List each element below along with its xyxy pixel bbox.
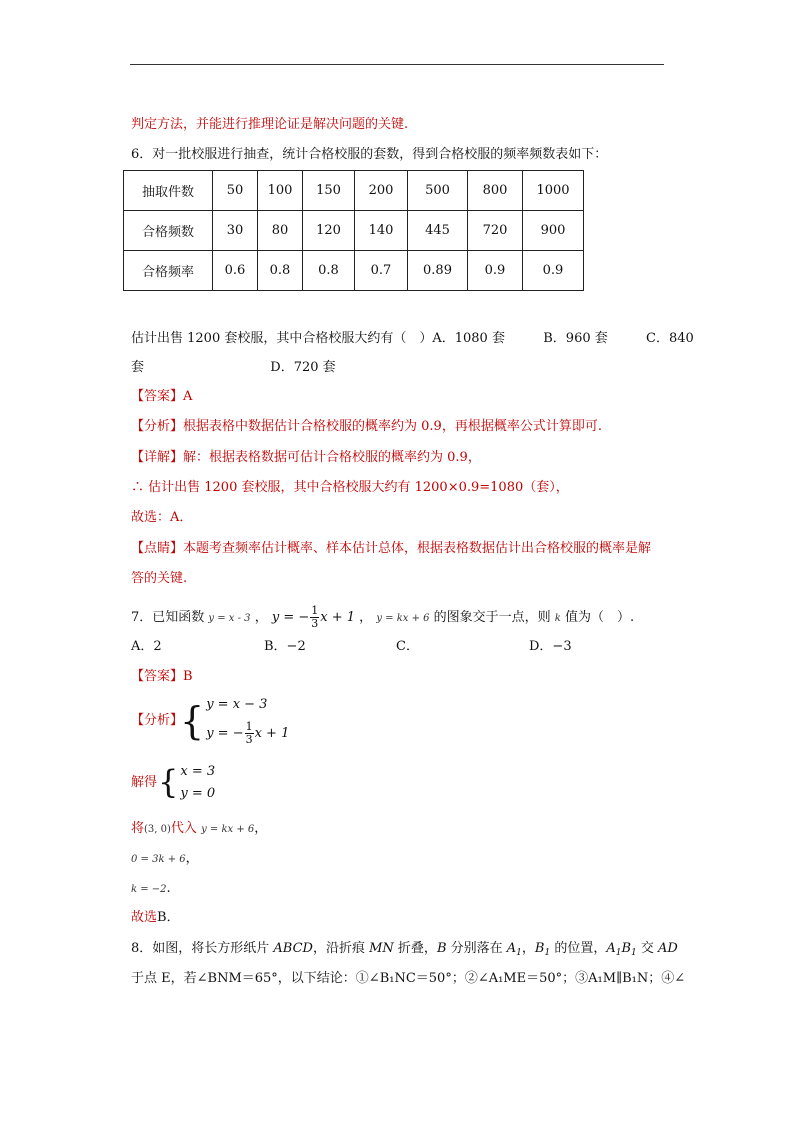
q7-stem <box>131 604 634 633</box>
q7-eq2: k = −2 <box>131 884 167 895</box>
table-cell: 900 <box>523 211 584 251</box>
q7-sep2: ， <box>359 610 373 625</box>
q6-analysis <box>131 418 602 436</box>
q6-detail <box>131 449 481 467</box>
q7-system2-brace: { <box>158 763 179 801</box>
q7-system1-line2-right: x + 1 <box>254 725 290 741</box>
q7-sub-text-b: 代入 <box>170 821 197 836</box>
q6-answer: 【答案】A <box>131 389 193 404</box>
q8-line1 <box>131 940 678 962</box>
q7-system1-line1: y = x − 3 <box>206 696 268 712</box>
table-cell: 0.8 <box>303 251 355 291</box>
q8-a1-sub: 1 <box>516 948 522 958</box>
q8-b1-sub: 1 <box>544 948 551 958</box>
q7-func1: y = x - 3 <box>208 613 251 624</box>
q7-system2-line2: y = 0 <box>180 785 216 801</box>
q7-system1 <box>180 692 289 750</box>
q7-func2-den: 3 <box>311 617 319 630</box>
q8-l1-d: 分别落在 <box>446 941 507 956</box>
q7-option-a: A．2 <box>131 639 162 654</box>
q6-stem: 6．对一批校服进行抽查，统计合格校服的套数，得到合格校服的频率频数表如下： <box>131 147 608 162</box>
table-cell: 720 <box>468 211 523 251</box>
q7-choose-a: 故选 <box>131 910 158 925</box>
q7-substitute <box>131 820 267 839</box>
q6-detail-text: 解：根据表格数据可估计合格校服的概率约为 0.9， <box>183 450 481 465</box>
table-cell: 200 <box>355 171 408 211</box>
q7-func2-right: x + 1 <box>320 610 356 625</box>
q8-l1-b: ，沿折痕 <box>312 941 370 956</box>
q6-comment-tag: 【点睛】 <box>131 541 184 556</box>
q7-system1-brace: { <box>180 699 205 743</box>
q7-eq1-line <box>131 850 199 869</box>
q7-func2-num: 1 <box>311 604 319 617</box>
q6-choose: 故选：A． <box>131 510 193 525</box>
q7-func2-fraction <box>310 605 319 630</box>
q6-option-d: D．720 套 <box>270 360 336 375</box>
header-rule <box>130 64 664 65</box>
q8-l1-a: 8．如图，将长方形纸片 <box>131 941 274 956</box>
table-row-header: 合格频数 <box>124 211 213 251</box>
q8-b: B <box>436 941 447 956</box>
q7-answer: 【答案】B <box>131 669 193 684</box>
q7-sub-func: y = kx + 6 <box>201 824 255 835</box>
table-cell: 0.89 <box>408 251 468 291</box>
q7-option-d: D．−3 <box>529 639 572 654</box>
q8-abcd: ABCD <box>273 941 313 956</box>
q7-stem-end: 值为（ ）. <box>565 610 635 625</box>
q7-choose <box>131 909 180 927</box>
q7-system2-line1: x = 3 <box>180 763 216 779</box>
q7-system1-fraction <box>245 721 254 746</box>
q7-eq2-line <box>131 880 171 899</box>
q7-system1-den: 3 <box>245 732 253 746</box>
table-cell: 500 <box>408 171 468 211</box>
frequency-table <box>123 170 584 291</box>
q7-choose-b: B． <box>157 910 180 925</box>
table-row <box>124 171 584 211</box>
q7-sub-text-c: ， <box>254 821 268 836</box>
q8-line2: 于点 E，若∠BNM＝65°，以下结论：①∠B₁NC＝50°；②∠A₁ME＝50°；③A₁M∥B₁N；④∠ <box>131 971 686 986</box>
q8-a1b1-s1: 1 <box>615 948 622 958</box>
q7-system1-line2-left: y = − <box>206 725 244 741</box>
q6-option-c: C．840 <box>646 331 694 346</box>
q7-system1-num: 1 <box>245 719 253 733</box>
q7-k: k <box>554 613 561 624</box>
q6-analysis-text: 根据表格中数据估计合格校服的概率约为 0.9，再根据概率公式计算即可. <box>183 419 602 434</box>
q6-detail2: ∴ 估计出售 1200 套校服，其中合格校服大约有 1200×0.9=1080（套）， <box>131 480 569 495</box>
q7-stem-prefix: 7．已知函数 <box>131 610 205 625</box>
table-cell: 30 <box>213 211 258 251</box>
intro-line: 判定方法，并能进行推理论证是解决问题的关键. <box>131 117 409 132</box>
q6-question-a: 估计出售 1200 套校服，其中合格校服大约有（ ）A．1080 套 <box>131 331 505 346</box>
q7-option-c: C． <box>396 639 419 654</box>
q7-eq1: 0 = 3k + 6 <box>131 854 186 865</box>
table-cell: 150 <box>303 171 355 211</box>
q7-eq2-end: . <box>166 881 171 896</box>
q8-a1b1-b: B <box>621 941 632 956</box>
table-row <box>124 211 584 251</box>
q7-eq1-end: ， <box>185 851 199 866</box>
table-row-header: 抽取件数 <box>124 171 213 211</box>
q6-analysis-tag: 【分析】 <box>131 419 184 434</box>
q6-option-b: B．960 套 <box>543 331 608 346</box>
table-row <box>124 251 584 291</box>
q6-question-b: 套 <box>131 360 145 375</box>
q8-b1: B <box>534 941 545 956</box>
q7-stem-suffix: 的图象交于一点，则 <box>433 610 551 625</box>
q7-sub-text-a: 将 <box>131 821 145 836</box>
q7-func3: y = kx + 6 <box>376 613 430 624</box>
q8-mn: MN <box>369 941 394 956</box>
q7-sep1: ， <box>254 610 268 625</box>
q8-ad: AD <box>658 941 678 956</box>
table-cell: 0.7 <box>355 251 408 291</box>
q8-l1-e: 的位置， <box>550 941 607 956</box>
q6-detail-tag: 【详解】 <box>131 450 184 465</box>
q6-comment <box>131 540 651 558</box>
q7-func2-left: y = − <box>271 610 310 625</box>
q6-question-line2 <box>131 359 336 377</box>
q7-system2 <box>158 760 215 804</box>
q8-a1b1-s2: 1 <box>631 948 637 958</box>
table-cell: 50 <box>213 171 258 211</box>
table-cell: 0.8 <box>258 251 303 291</box>
q8-comma: ， <box>521 941 535 956</box>
q7-solve-label: 解得 <box>131 775 158 790</box>
table-cell: 100 <box>258 171 303 211</box>
table-cell: 140 <box>355 211 408 251</box>
table-cell: 0.9 <box>523 251 584 291</box>
q7-option-b: B．−2 <box>264 639 306 654</box>
q8-l1-c: 折叠， <box>393 941 437 956</box>
q8-l1-f: 交 <box>636 941 659 956</box>
q8-a1b1-a: A <box>606 941 616 956</box>
q6-question-line1 <box>131 330 694 348</box>
table-cell: 80 <box>258 211 303 251</box>
table-cell: 445 <box>408 211 468 251</box>
q8-a1: A <box>506 941 517 956</box>
q7-system1-line2 <box>206 721 289 746</box>
q7-analysis-tag: 【分析】 <box>131 713 184 728</box>
q7-sub-point: (3, 0) <box>144 824 171 835</box>
table-cell: 120 <box>303 211 355 251</box>
table-cell: 1000 <box>523 171 584 211</box>
table-cell: 800 <box>468 171 523 211</box>
q6-comment2: 答的关键. <box>131 571 188 586</box>
q6-comment-text: 本题考查频率估计概率、样本估计总体，根据表格数据估计出合格校服的概率是解 <box>183 541 652 556</box>
table-cell: 0.9 <box>468 251 523 291</box>
table-row-header: 合格频率 <box>124 251 213 291</box>
table-cell: 0.6 <box>213 251 258 291</box>
